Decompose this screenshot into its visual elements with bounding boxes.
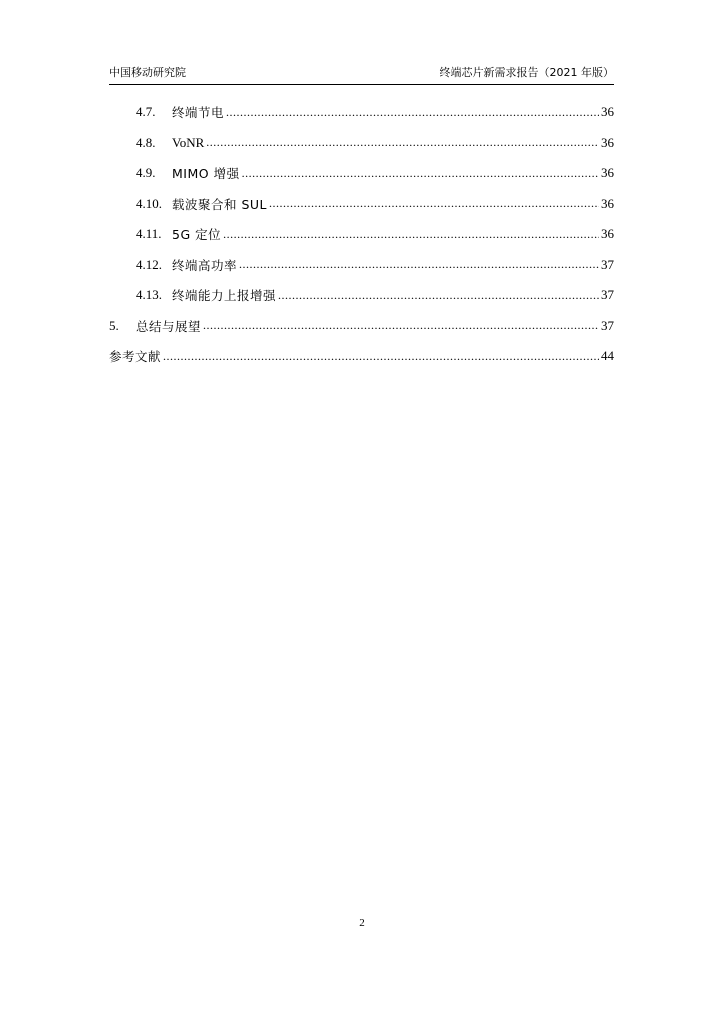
toc-entry-page: 37 [601, 256, 614, 272]
toc-entry-number: 4.12. [136, 256, 162, 272]
toc-entry-page: 36 [601, 134, 614, 150]
toc-entry-number: 5. [109, 317, 119, 333]
toc-entry-page: 44 [601, 348, 614, 364]
table-of-contents [109, 97, 614, 372]
toc-entry-chapter[interactable] [109, 311, 614, 342]
toc-entry-number: 4.13. [136, 287, 162, 303]
toc-dot-leader [206, 135, 599, 150]
page-number: 2 [359, 917, 365, 929]
toc-entry-title: VoNR [172, 134, 205, 150]
toc-entry-number: 4.8. [136, 134, 156, 150]
toc-entry-page: 36 [601, 226, 614, 242]
toc-entry-title: 终端高功率 [172, 257, 238, 273]
page-header [109, 64, 614, 85]
toc-entry-number: 4.9. [136, 165, 156, 181]
toc-entry[interactable] [109, 128, 614, 159]
toc-entry-number: 4.10. [136, 195, 162, 211]
toc-entry-title: 终端节电 [172, 105, 225, 121]
toc-dot-leader [242, 166, 599, 181]
toc-entry-number: 4.7. [136, 104, 156, 120]
toc-entry-page: 36 [601, 165, 614, 181]
toc-entry[interactable] [109, 280, 614, 311]
toc-entry-page: 36 [601, 195, 614, 211]
toc-entry-title: 参考文献 [109, 349, 162, 365]
toc-entry-title: 5G 定位 [172, 227, 222, 243]
toc-entry-page: 36 [601, 104, 614, 120]
toc-entry-title: 载波聚合和 SUL [172, 196, 268, 212]
toc-entry-number: 4.11. [136, 226, 162, 242]
toc-entry-page: 37 [601, 287, 614, 303]
toc-entry-title: MIMO 增强 [172, 166, 240, 182]
header-organization: 中国移动研究院 [109, 66, 186, 79]
toc-entry[interactable] [109, 189, 614, 220]
header-report-title: 终端芯片新需求报告（2021 年版） [439, 66, 614, 79]
toc-dot-leader [203, 318, 599, 333]
toc-entry[interactable] [109, 250, 614, 281]
toc-dot-leader [239, 257, 599, 272]
toc-dot-leader [163, 349, 599, 364]
toc-entry[interactable] [109, 158, 614, 189]
toc-dot-leader [226, 105, 599, 120]
toc-entry-page: 37 [601, 317, 614, 333]
toc-entry-title: 终端能力上报增强 [172, 288, 277, 304]
toc-dot-leader [278, 288, 599, 303]
toc-dot-leader [223, 227, 599, 242]
toc-entry-references[interactable] [109, 341, 614, 372]
toc-dot-leader [269, 196, 599, 211]
toc-entry[interactable] [109, 97, 614, 128]
toc-entry[interactable] [109, 219, 614, 250]
toc-entry-title: 总结与展望 [136, 318, 202, 334]
